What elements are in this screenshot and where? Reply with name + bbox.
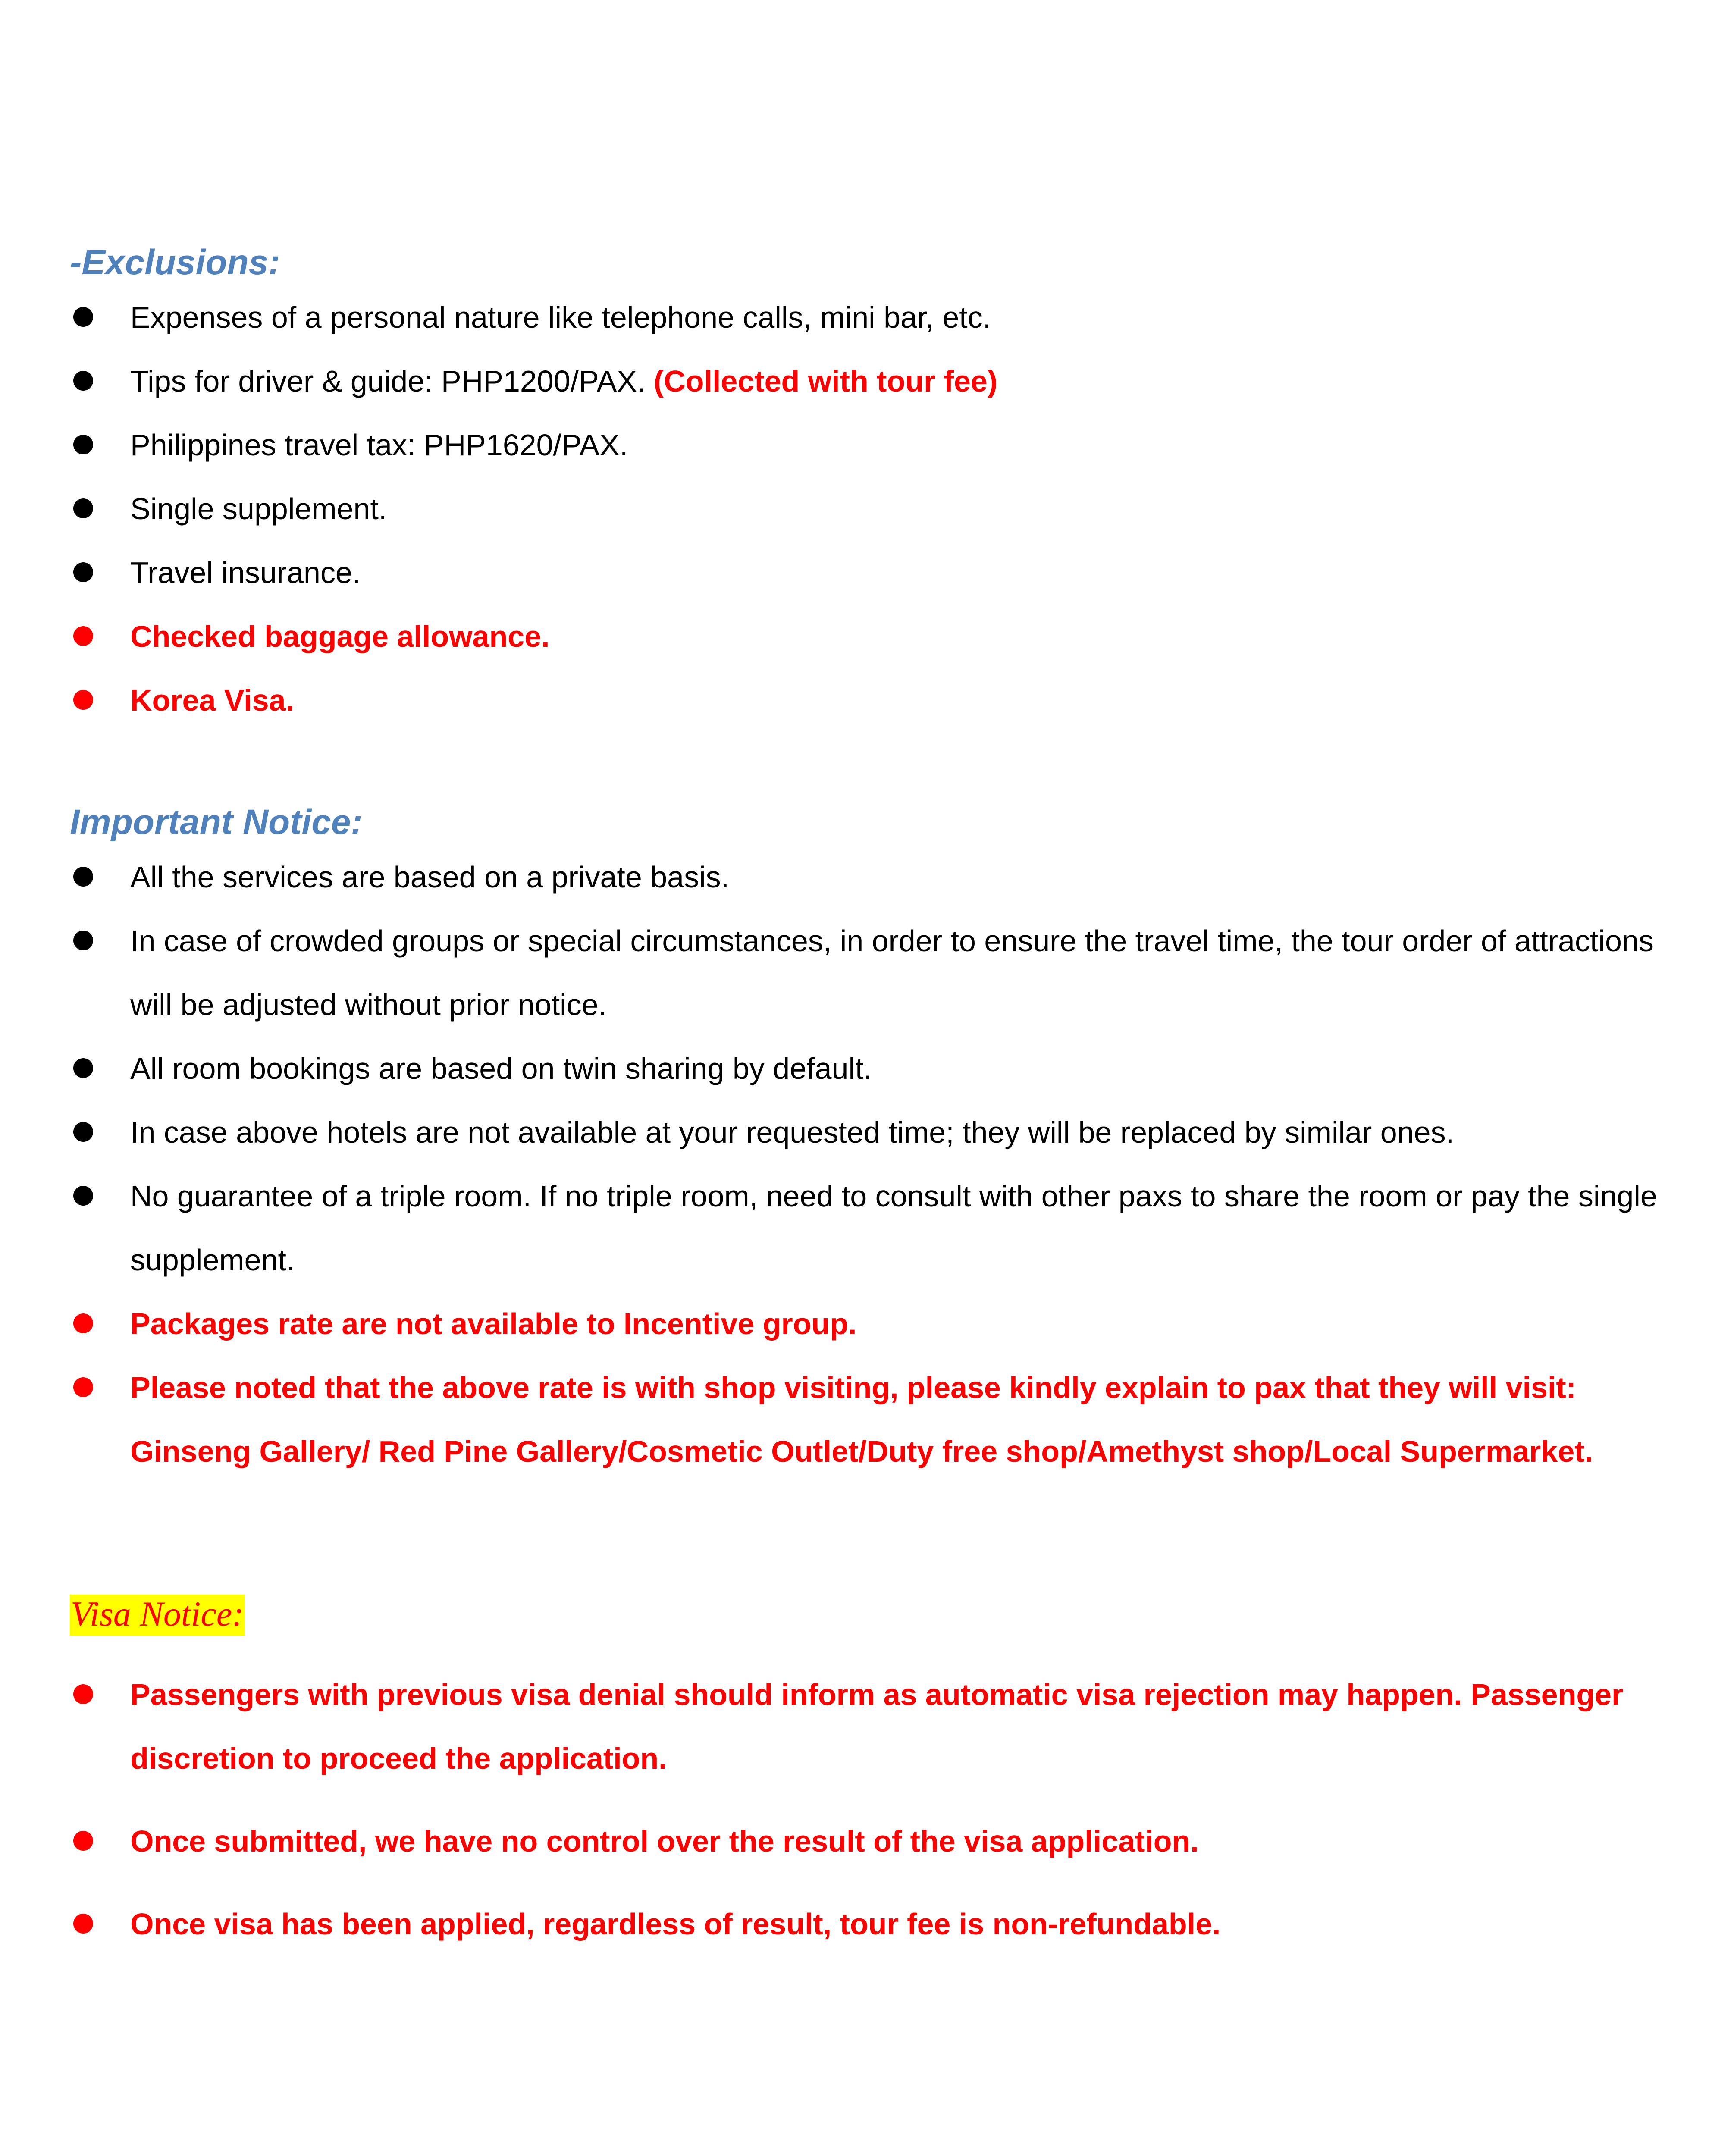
item-text: In case above hotels are not available at your requested time; they will be replaced by similar ones. — [130, 1116, 1455, 1149]
visa-notice-heading: Visa Notice: — [70, 1595, 245, 1636]
list-item — [0, 1663, 1712, 1790]
list-item — [0, 1100, 1712, 1164]
important-notice-list — [0, 845, 1712, 1483]
bullet-icon — [73, 1377, 93, 1397]
bullet-icon — [73, 1313, 93, 1333]
item-emphasis: (Collected with tour fee) — [653, 364, 998, 398]
list-item — [0, 668, 1712, 732]
bullet-icon — [73, 1186, 93, 1206]
list-item — [0, 285, 1712, 349]
exclusions-list — [0, 285, 1712, 732]
bullet-icon — [73, 1684, 93, 1704]
item-text: All room bookings are based on twin sharing by default. — [130, 1052, 872, 1085]
exclusions-heading: -Exclusions: — [70, 243, 280, 282]
bullet-icon — [73, 1058, 93, 1078]
item-text: Once submitted, we have no control over the result of the visa application. — [130, 1824, 1199, 1858]
list-item — [0, 1037, 1712, 1100]
item-text: Passengers with previous visa denial should inform as automatic visa rejection may happen. Passenger discretion to proceed the application. — [130, 1678, 1624, 1775]
item-text: Once visa has been applied, regardless of result, tour fee is non-refundable. — [130, 1907, 1221, 1941]
item-text: Tips for driver & guide: PHP1200/PAX. — [130, 364, 654, 398]
list-item — [0, 541, 1712, 605]
item-text: Travel insurance. — [130, 556, 361, 589]
bullet-icon — [73, 498, 93, 518]
item-text: Packages rate are not available to Incentive group. — [130, 1307, 857, 1341]
item-text: Expenses of a personal nature like telephone calls, mini bar, etc. — [130, 301, 991, 334]
bullet-icon — [73, 562, 93, 582]
list-item — [0, 413, 1712, 477]
item-text: All the services are based on a private basis. — [130, 860, 730, 894]
list-item — [0, 1356, 1712, 1483]
list-item — [0, 909, 1712, 1037]
bullet-icon — [73, 626, 93, 646]
bullet-icon — [73, 435, 93, 454]
list-item — [0, 1892, 1712, 1956]
item-text: Single supplement. — [130, 492, 387, 526]
item-text: Please noted that the above rate is with shop visiting, please kindly explain to pax that they will visit: Ginseng Gallery/ Red Pine Gallery/Cosmetic Outlet/Duty free shop/Amethyst shop/Local Supermarket. — [130, 1371, 1593, 1468]
list-item — [0, 1809, 1712, 1873]
bullet-icon — [73, 690, 93, 710]
list-item — [0, 605, 1712, 668]
list-item — [0, 477, 1712, 541]
bullet-icon — [73, 1914, 93, 1934]
bullet-icon — [73, 1122, 93, 1142]
list-item — [0, 349, 1712, 413]
bullet-icon — [73, 1831, 93, 1851]
bullet-icon — [73, 371, 93, 391]
item-text: Philippines travel tax: PHP1620/PAX. — [130, 428, 628, 462]
list-item — [0, 1164, 1712, 1292]
bullet-icon — [73, 307, 93, 327]
list-item — [0, 1292, 1712, 1356]
item-text: Checked baggage allowance. — [130, 620, 550, 653]
list-item — [0, 845, 1712, 909]
bullet-icon — [73, 867, 93, 887]
visa-notice-list — [0, 1663, 1712, 1975]
item-text: Korea Visa. — [130, 683, 295, 717]
item-text: In case of crowded groups or special circumstances, in order to ensure the travel time, the tour order of attractions will be adjusted without prior notice. — [130, 924, 1654, 1022]
bullet-icon — [73, 931, 93, 950]
item-text: No guarantee of a triple room. If no triple room, need to consult with other paxs to share the room or pay the single supplement. — [130, 1179, 1657, 1277]
important-notice-heading: Important Notice: — [70, 802, 363, 842]
